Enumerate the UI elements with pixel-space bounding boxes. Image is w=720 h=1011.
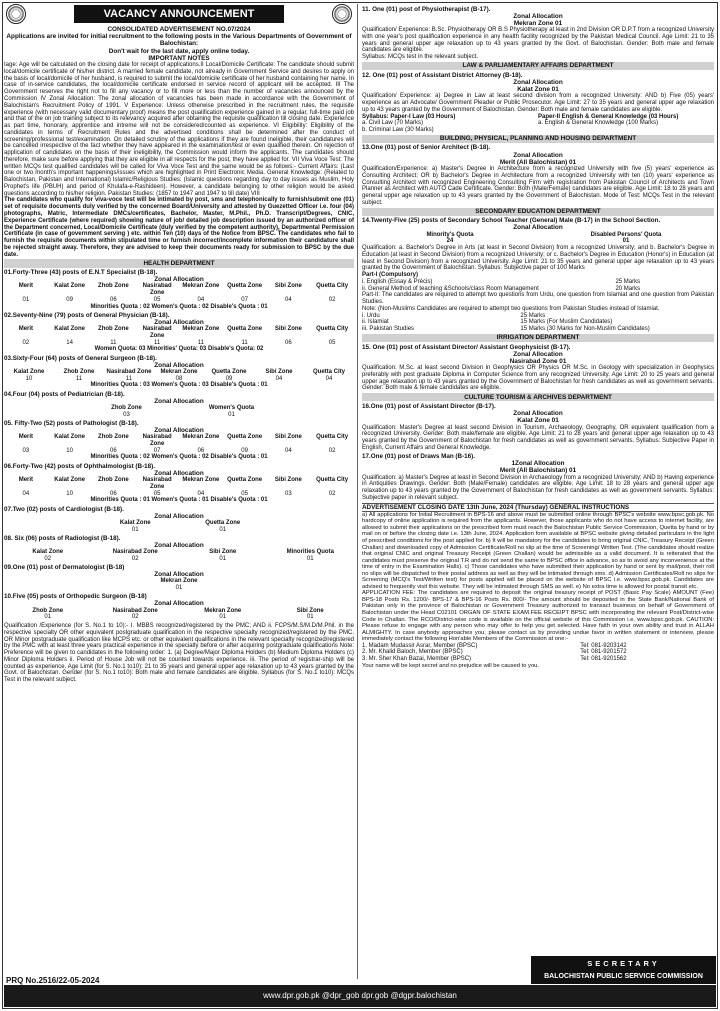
post-title: 16.One (01) post of Assistant Director (B-17). bbox=[362, 402, 496, 410]
post-block bbox=[4, 564, 354, 592]
zonal-allocation-label: Zonal Allocation bbox=[154, 512, 204, 520]
zone-header-cell: Zhob Zone bbox=[98, 326, 129, 333]
zone-value-cell: 04 bbox=[197, 296, 205, 303]
zone-value-cell: 01 bbox=[219, 614, 227, 621]
post-title: 14.Twenty-Five (25) posts of Secondary School Teacher (General) Male (B-17) in the School Section. bbox=[362, 217, 661, 225]
zone-value-cell: 04 bbox=[285, 447, 292, 454]
zone-header-cell: Nasirabad Zone bbox=[106, 368, 152, 375]
zone-value-cell: 10 bbox=[66, 490, 73, 497]
general-instructions: a) All applications for Initial Recruitment in BPS-16 and above must be submitted online through BPSC's website www.bpsc.gob.pk. No hardcopy of online application is required from the applicants. However, those applicants who do not have access to internet facility, are allowed to submit their applications on the prescribed form must reach the Balochistan Public Service Commission, Quetta by hand or by mail on or before the closing date i.e. 13th June, 2024. Application form available at BPSC website giving detailed particulars in the light of prescribed conditions for the post applied for. b) It will be mandatory for the candidates to bring original CNIC, Treasury Receipt (Green Challan) and downloaded copy of Admission Certificate/Roll no slip at the time of Screening/ Written Test. (The candidates should realize that original CNIC and original Treasury Receipt (Green Challan) would be admissible as a valid document. It is reiterated that the candidates must preserve the original T.R and do not send the same to BPSC office in advance, so as to avoid any inconvenience at the time of entry in the Examination Halls). c) Those candidates who have submitted their application by hand or sent by mail/post, their roll no slips will be dispatched to their postal address as well as they will be intimated through sms. d) Admission Certificates/Roll no slips for Screening (MCQ's Test/Written test) for posts applied will be placed on the website of BPSC i.e. www.bpsc.gob.pk. Candidates are advised to frequently visit this website. They will be intimated through SMS as well. e) No extra time is allowed for postal transit etc. bbox=[362, 511, 714, 590]
marks-cell: 25 Marks bbox=[615, 278, 641, 285]
qualification-text: Qualification: Master's Degree at least second Division in Tourism, Archaeology, Geography, OR equivalent qualification from a recognized University. Gender: Both male/female are eligible. Age Limit: 21 to 28 years and general upper age relaxation up to 43 years granted by the Government of Balochistan for fresh candidates as well as government servants. Syllabus: Subjective Paper in English, Current Affairs and General Knowledge. bbox=[362, 424, 714, 451]
zone-header-cell: Quetta Zone bbox=[227, 477, 263, 484]
zone-value-cell: 11 bbox=[125, 375, 133, 382]
zone-value-cell: 14 bbox=[66, 339, 73, 346]
zone-header-cell: Kalat Zone bbox=[54, 434, 85, 441]
zonal-allocation-label: Zonal Allocation bbox=[154, 361, 204, 369]
health-department-heading: HEALTH DEPARTMENT bbox=[4, 259, 354, 267]
zone-value-cell: 08 bbox=[175, 375, 183, 382]
zone-value-cell: 01 bbox=[219, 555, 227, 562]
zone-value-cell: 03 bbox=[22, 447, 30, 454]
zone-allocation: Kalat Zone 01 bbox=[517, 85, 559, 93]
zone-value-cell: 11 bbox=[154, 339, 161, 346]
zone-header-cell: Kalat Zone bbox=[13, 368, 45, 375]
zone-value-cell: 02 bbox=[328, 447, 336, 454]
post-title: 01.Forty-Three (43) posts of E.N.T Specialist (B-18). bbox=[4, 269, 158, 277]
closing-date-heading: ADVERTISEMENT CLOSING DATE 13th June, 2024 (Thursday) GENERAL INSTRUCTIONS bbox=[362, 503, 714, 512]
zone-header-cell: Zhob Zone bbox=[98, 477, 129, 484]
footer-links[interactable]: www.dpr.gob.pk @dpr_gob dpr.gob @dgpr.balochistan bbox=[263, 991, 457, 1000]
zone-header-cell: Mekran Zone bbox=[182, 283, 220, 290]
members-table bbox=[362, 643, 714, 663]
zone-header-cell: Mekran Zone bbox=[182, 477, 220, 484]
post-title: 11. One (01) post of Physiotherapist (B-17). bbox=[362, 5, 491, 13]
post-block bbox=[4, 506, 354, 534]
zone-value-cell: 11 bbox=[241, 339, 248, 346]
zone-value-cell: 10 bbox=[66, 447, 73, 454]
zone-header-cell: Sibi Zone bbox=[209, 549, 237, 556]
zonal-allocation-table bbox=[4, 549, 354, 562]
zone-value-cell: 01 bbox=[219, 526, 227, 533]
post-title: 13.One (01) post of Senior Architect (B-18). bbox=[362, 144, 491, 152]
post-title: 12. One (01) post of Assistant District Attorney (B-18). bbox=[362, 71, 523, 79]
zonal-allocation-table bbox=[4, 283, 354, 303]
zone-header-cell: Quetta City bbox=[316, 326, 349, 333]
confidentiality-note: Your name will be kept secret and no prejudice will be caused to you. bbox=[362, 662, 540, 669]
zone-allocation: Merit (All Balochistan) 01 bbox=[499, 467, 577, 475]
government-emblem-icon bbox=[6, 4, 26, 24]
zone-header-cell: Quetta City bbox=[316, 434, 349, 441]
post-title: 02.Seventy-Nine (79) posts of General Physician (B-18). bbox=[4, 311, 170, 319]
zonal-allocation-label: 1Zonal Allocation bbox=[511, 460, 565, 468]
left-column bbox=[4, 0, 354, 985]
zone-value-cell: 11 bbox=[197, 339, 204, 346]
post-title: 04.Four (04) posts of Pediatrician (B-18). bbox=[4, 390, 125, 398]
zone-value-cell: 02 bbox=[44, 555, 52, 562]
zone-value-cell: 07 bbox=[153, 447, 161, 454]
syllabus-table bbox=[362, 114, 714, 134]
note-text: Note: (Non-Muslims Candidates are required to attempt two questions from Pakistan Studies instead of Islamiat. bbox=[362, 305, 660, 312]
health-qualification: Qualification /Experience (for S. No.1 to 10):- I. MBBS recognized/registered by the PMC; AND ii. FCPS/M.S/M.D/M.Phil. in the respective specialty OR other equivalent postgraduate qualification in the respective specialty recognized/registered by the PMC. OR Minor postgraduate qualification like MCPS etc. or other equivalent qualifications in the relevant specialty recognized/registered by the PMC with at least three years practical experience in the specialty before or after acquiring postgraduate qualifications Note: Preference will be given to candidates in the following order: 1. (a) Degree/Major Diploma Holders (b) Medium Diploma Holders (c) Minor Diploma Holders ii. Period of House Job will not be counted towards experience. iii. The period of registrar-ship will be counted as experience. Age Limit (for S. No.1 to10): 21 to 35 years and general upper age relaxation up to 43 years granted by the Govt. of Balochistan. Gender (for S. No.1 to10): Both male and female candidates are eligible. Syllabus (for S. No.1 to10): MCQs Test in the relevant subject. bbox=[4, 623, 354, 684]
marks-cell: 25 Marks bbox=[520, 312, 546, 319]
part-one-heading: Part-I (Compulsory) bbox=[362, 272, 419, 279]
zonal-allocation-table bbox=[4, 369, 354, 382]
zone-value-cell: 05 bbox=[153, 296, 161, 303]
syllabus-text: Syllabus: MCQs test in the relevant subject. bbox=[362, 54, 479, 61]
zone-value-cell: 02 bbox=[22, 339, 30, 346]
syllabus-cell: Syllabus: Paper-I Law (03 Hours) bbox=[362, 113, 456, 120]
zone-value-cell: 01 bbox=[44, 614, 52, 621]
culture-department-heading: CULTURE TOURISM & ARCHIVES DEPARTMENT bbox=[362, 393, 714, 401]
zone-header-cell: Kalat Zone bbox=[54, 283, 85, 290]
zonal-allocation-label: Zonal Allocation bbox=[513, 78, 563, 86]
zone-value-cell: 06 bbox=[285, 339, 292, 346]
zonal-allocation-label: Zonal Allocation bbox=[154, 469, 204, 477]
zone-header-cell: Merit bbox=[18, 434, 34, 441]
quota-cell: 24 bbox=[446, 238, 454, 245]
post-block bbox=[4, 391, 354, 419]
syllabus-cell: Paper-II English & General Knowledge (03 Hours) bbox=[538, 113, 679, 120]
post-title: 09.One (01) post of Dermatologist (B-18) bbox=[4, 564, 125, 572]
law-department-heading: LAW & PARLIAMENTARY AFFAIRS DEPARTMENT bbox=[362, 62, 714, 70]
post-block bbox=[4, 593, 354, 621]
zonal-allocation-table bbox=[127, 578, 232, 591]
post-title: 05. Fifty-Two (52) posts of Pathologist (B-18). bbox=[4, 419, 139, 427]
application-fee: APPLICATION FEE: The candidates are required to deposit the original treasury receipt of POST (Basic Pay Scale) AMOUNT (Fee) BPS-18 Posts Rs. 1200/- BPS-17 & BPS-16 Posts Rs. 800/- The amount should be deposited in the State Bank/National Bank of Pakistan only in the province of Balochistan or Government Treasury authorized to transact business on behalf of Government of Balochistan under the Head C02101 ORGAN OF STATE EXAM.FEE RECEIPT BPSC with incorporating the relevant Post/District-wise Code in Challan. The RCO/District-wise code is available on the official website of this Commission i.e. www.bpsc.gob.pk. CAUTION: Please refuse to engage with any person who may offer to help you get selected. Have faith in your own ability and trust in ALLAH ALMIGHTY. In case anybody approaches you, please contact us by providing undue favor in written statement or interview, please immediately contact the following Hon'able Members of the Commission at one:- bbox=[362, 590, 714, 643]
zone-header-cell: Nasirabad Zone bbox=[142, 283, 172, 297]
prq-number: PRQ No.2516/22-05-2024 bbox=[6, 976, 100, 985]
zonal-allocation-table bbox=[4, 477, 354, 497]
secretary-block bbox=[531, 956, 716, 984]
zone-header-cell: Women's Quota bbox=[208, 405, 255, 412]
qualification-text: Qualification: a) Master's Degree at least in Second Division in Archaeology from a recognized University; AND b) Having experience in Antiquities Drawings. Gender: Both (Male/Female) candidates are eligible. Age Limit: 18 to 28 years and general upper age relaxation up to 43 years granted by the Government of Balochistan for fresh candidates as well as government servants. Syllabus: Subjective paper in relevant subject. bbox=[362, 474, 714, 501]
post-block bbox=[4, 312, 354, 353]
zone-value-cell: 05 bbox=[241, 490, 248, 497]
zonal-allocation-label: Zonal Allocation bbox=[154, 276, 204, 284]
quota-line: Minorities Quota : 03 Women's Quota : 03 Disable's Quota : 01 bbox=[90, 382, 268, 389]
quota-line: Women Quota: 03 Minorities' Quota: 03 Disable's Quota: 02 bbox=[94, 346, 264, 353]
zone-header-cell: Quetta Zone bbox=[227, 434, 263, 441]
zone-header-cell: Nasirabad Zone bbox=[142, 326, 172, 339]
quota-cell: Minority's Quota bbox=[426, 231, 474, 238]
zone-value-cell: 01 bbox=[131, 526, 139, 533]
zone-header-cell: Nasirabad Zone bbox=[142, 434, 172, 448]
zone-value-cell: 11 bbox=[110, 339, 117, 346]
zone-allocation: Merit (All Balochistan) 01 bbox=[499, 158, 577, 166]
zone-header-cell: Merit bbox=[18, 283, 34, 290]
member-phone: Tel: 081-9201572 bbox=[580, 649, 627, 656]
zone-value-cell: 06 bbox=[110, 296, 117, 303]
post-title: 10.Five (05) posts of Orthopedic Surgeon (B-18) bbox=[4, 593, 147, 601]
zone-header-cell: Zhob Zone bbox=[98, 283, 129, 290]
zone-value-cell: 06 bbox=[197, 447, 205, 454]
zone-header-cell: Zhob Zone bbox=[98, 434, 129, 441]
part-two-text: Part-II: The candidates are required to attempt two questions from Urdu, one question from Islamiat and one question from Pakistan Studies. bbox=[362, 292, 714, 306]
zone-value-cell: 01 bbox=[22, 296, 30, 303]
qualification-text: Qualification/ Experience: B.Sc. Physiotherapy OR B.S Physiotherapy at least in 2nd Division OR D.P.T from a recognized University with one year's post qualification experience in any health facility recognized by the Pakistan Medical Council. Age Limit: 21 to 35 years and general upper age relaxation up to 43 years granted by the Govt. of Balochistan. Gender: Both male and female candidates are eligible. bbox=[362, 27, 714, 54]
zone-header-cell: Quetta City bbox=[312, 368, 345, 375]
post-block bbox=[4, 269, 354, 310]
post-title: 07.Two (02) posts of Cardiologist (B-18). bbox=[4, 505, 124, 513]
post-title: 06.Forty-Two (42) posts of Ophthalmologist (B-18). bbox=[4, 462, 156, 470]
post-title: 17.One (01) post of Draws Man (B-16). bbox=[362, 453, 476, 461]
zone-header-cell: Kalat Zone bbox=[119, 519, 151, 526]
qualification-text: Qualification/Experience: a) Master's Degree in Architecture from a recognized University with five (5) years' experience as Consulting Architect; OR b) Bachelor's Degree in Architecture from a recognized University with ten (10) years' experience as Consulting Architect with recognized Engineering Consulting Firm with registration from Pakistan Council of Architects and Town Planner as Architect with AUTO Cade Certificate. Gender: Both (Male/Female) candidates are eligible. Age Limit: 18 to 28 years and general upper age relaxation up to 43 years granted by the Government of Balochistan. Mode of Test: MCQs Test in the relevant subject. bbox=[362, 165, 714, 206]
zone-value-cell: 04 bbox=[197, 490, 205, 497]
quota-line: Minorities Quota : 02 Women's Quota : 02 Disable's Quota : 01 bbox=[90, 454, 268, 461]
building-department-heading: BUILDING, PHYSICAL, PLANNING AND HOUSING DEPARTMENT bbox=[362, 135, 714, 143]
zonal-allocation-label: Zonal Allocation bbox=[513, 12, 563, 20]
zone-header-cell: Quetta Zone bbox=[211, 368, 247, 375]
zone-value-cell: 05 bbox=[153, 490, 161, 497]
member-phone: Tel: 081-9201562 bbox=[580, 656, 627, 663]
zone-header-cell: Mekran Zone bbox=[204, 607, 242, 614]
post-title: 08. Six (06) posts of Radiologist (B-18). bbox=[4, 534, 121, 542]
zonal-allocation-label: Zonal Allocation bbox=[513, 224, 563, 232]
zone-value-cell: 04 bbox=[325, 375, 333, 382]
zonal-allocation-label: Zonal Allocation bbox=[513, 151, 563, 159]
subject-cell: ii. General Method of teaching &Schools/class Room Management bbox=[362, 285, 539, 292]
bpsc-logo-icon bbox=[332, 4, 352, 24]
post-block bbox=[4, 463, 354, 504]
zone-header-cell: Sibi Zone bbox=[265, 368, 293, 375]
syllabus-cell: a. English & General Knowledge (100 Marks) bbox=[538, 120, 659, 127]
zone-header-cell: Nasirabad Zone bbox=[142, 477, 172, 490]
zone-header-cell: Quetta City bbox=[316, 283, 349, 290]
zonal-allocation-label: Zonal Allocation bbox=[513, 350, 563, 358]
marks-table bbox=[362, 279, 714, 292]
zone-header-cell: Nasirabad Zone bbox=[112, 549, 158, 556]
dont-wait-note: Don't wait for the last date, apply online today. bbox=[108, 47, 250, 55]
post-title: 15. One (01) post of Assistant Director/ Assistant Geophysicist (B-17). bbox=[362, 343, 571, 351]
zone-header-cell: Sibi Zone bbox=[274, 434, 302, 441]
zone-allocation: Nasirabad Zone 01 bbox=[509, 357, 567, 365]
column-divider bbox=[357, 4, 358, 979]
zone-header-cell: Zhob Zone bbox=[32, 607, 64, 614]
zonal-allocation-label: Zonal Allocation bbox=[154, 318, 204, 326]
post-block bbox=[4, 420, 354, 461]
zonal-allocation-label: Zonal Allocation bbox=[154, 571, 204, 579]
zone-value-cell: 06 bbox=[110, 447, 117, 454]
documents-notice: The candidates who qualify for viva-voce test will be intimated by post, sms and telephonically to furnish/submit one (01) set of requisite documents duly verified by the concerned Board/University and attested by Guezetted Officer i.e. four (04) photographs, Matric, Intermediate DMCs/certificates, Bachelor, Master, M.Phil., Ph.D. Transcript/Degrees, CNIC, Experience Certificate (where required) showing nature of job/ detailed job description issued by an authorized officer of the Department concerned, Local/Domicile Certificate (duly verified by the competent authority), Departmental Permission Certificate (in case of government serving ) etc. within Ten (10) days of the Notice from BPSC. The candidates who fail to furnish the requisite documents within stipulated time or furnish incorrect/incomplete information their candidature shall be rejected straight away. Therefore, they are advised to keep their documents ready for submission to BPSC by the due date. bbox=[4, 197, 354, 258]
page-title: VACANCY ANNOUNCEMENT bbox=[74, 5, 284, 23]
zone-header-cell: Quetta Zone bbox=[227, 326, 263, 333]
zone-header-cell: Mekran Zone bbox=[160, 578, 198, 585]
zone-value-cell: 06 bbox=[110, 490, 117, 497]
zone-value-cell: 07 bbox=[241, 296, 248, 303]
quota-cell: 01 bbox=[622, 238, 630, 245]
zonal-allocation-table bbox=[4, 326, 354, 346]
zone-value-cell: 09 bbox=[241, 447, 248, 454]
zone-header-cell: Zhob Zone bbox=[63, 368, 95, 375]
zone-value-cell: 04 bbox=[22, 490, 30, 497]
zone-value-cell: 04 bbox=[285, 296, 292, 303]
important-notes-heading: IMPORTANT NOTES bbox=[148, 54, 210, 62]
zone-header-cell: Sibi Zone bbox=[274, 477, 302, 484]
marks-cell: 15 Marks (For Muslim Candidates) bbox=[520, 319, 613, 326]
quota-line: Minorities Quota : 01 Women's Quota : 01 Disable's Quota : 01 bbox=[90, 497, 268, 504]
zonal-allocation-table bbox=[74, 405, 284, 418]
member-phone: Tel: 081-9203142 bbox=[580, 642, 627, 649]
zonal-allocation-label: Zonal Allocation bbox=[154, 541, 204, 549]
zone-header-cell: Mekran Zone bbox=[182, 434, 220, 441]
applications-invited: Applications are invited for initial recruitment to the following posts in the Various Departments of Government of Balochistan: bbox=[6, 33, 352, 48]
subject-cell: iii. Pakistan Studies bbox=[362, 326, 415, 333]
irrigation-department-heading: IRRIGATION DEPARTMENT bbox=[362, 334, 714, 342]
qualification-text: Qualification: a. Bachelor's Degree in Arts (at least in Second Division) from a recognized University; and b. Bachelor's Degree in Education (at least in Second Division) from a recognized University; or c. Bachelor's Degree in Education (Honor's) in Education (at least in Second Division) from a recognized University. Age Limit: 21 to 35 years and general upper age relaxation up to 43 years granted by the Government of Balochistan. Syllabus: Subjective paper of 100 Marks bbox=[362, 245, 714, 272]
syllabus-cell: a. Civil Law (70 Marks) bbox=[362, 120, 424, 127]
zone-header-cell: Zhob Zone bbox=[111, 405, 142, 412]
zone-header-cell: Merit bbox=[18, 326, 34, 333]
zone-value-cell: 04 bbox=[275, 375, 283, 382]
zone-header-cell: Sibi Zone bbox=[296, 607, 324, 614]
zone-value-cell: 02 bbox=[131, 555, 139, 562]
zone-header-cell: Merit bbox=[18, 477, 34, 484]
zonal-allocation-label: Zonal Allocation bbox=[154, 600, 204, 608]
zone-value-cell: 01 bbox=[306, 614, 314, 621]
member-name: 1. Madam Mudassir Asrar, Member (BPSC) bbox=[362, 642, 478, 649]
subject-cell: i. English (Essay & Précis) bbox=[362, 278, 433, 285]
zone-header-cell: Minorities Quota bbox=[286, 549, 334, 556]
zone-value-cell: 01 bbox=[306, 555, 314, 562]
marks-cell: 15 Marks (30 Marks for Non-Muslim Candidates) bbox=[520, 326, 650, 333]
post-block bbox=[4, 535, 354, 563]
zone-value-cell: 03 bbox=[123, 411, 130, 418]
zone-allocation: Kalat Zone 01 bbox=[517, 417, 559, 425]
zonal-allocation-table bbox=[92, 520, 267, 533]
zone-header-cell: Kalat Zone bbox=[32, 549, 64, 556]
zone-header-cell: Mekran Zone bbox=[160, 368, 198, 375]
marks-table bbox=[362, 313, 714, 333]
zone-value-cell: 09 bbox=[225, 375, 233, 382]
zonal-allocation-label: Zonal Allocation bbox=[154, 427, 204, 435]
subject-cell: i. Urdu bbox=[362, 312, 380, 319]
consolidated-ad-number: CONSOLIDATED ADVERTISEMENT NO.07/2024 bbox=[107, 26, 251, 33]
zonal-allocation-label: Zonal Allocation bbox=[513, 410, 563, 418]
zone-header-cell: Quetta Zone bbox=[227, 283, 263, 290]
zone-header-cell: Kalat Zone bbox=[54, 477, 85, 484]
zone-value-cell: 02 bbox=[131, 614, 139, 621]
member-name: 3. Mr. Sher Khan Bazai, Member (BPSC) bbox=[362, 656, 472, 663]
quota-table bbox=[362, 232, 714, 245]
post-title: 03.Sixty-Four (64) posts of General Surgeon (B-18). bbox=[4, 354, 157, 362]
zone-header-cell: Quetta City bbox=[316, 477, 349, 484]
zone-value-cell: 11 bbox=[75, 375, 83, 382]
footer-social-bar bbox=[4, 959, 716, 1007]
subject-cell: ii. Islamiat bbox=[362, 319, 389, 326]
important-notes-body: Iage: Age will be calculated on the closing date for receipt of applications.II Local/Domicile Certificate: The candidate should submit local/domicile certificate of his/her district. A married female candidate, not already in Government Service and desires to apply on the basis of local/domicile of her husband, is required to submit the local/domicile certificate of her husband containing her name. In case of in-service candidates, the local/domicile certificate endorsed in service record of applicant will be accepted. III The Government reserves the right not to fill any vacancy or to fill more or less than the number of vacancies announced by the Commission IV Zonal Allocation: The zonal allocation of vacancies has been made in accordance with the Government of Balochistan's Recruitment Policy of 1991. V Experience: Unless otherwise prescribed in the recruitment rules, the requisite experience (with necessary valid documentary proof) means the post qualification experience gained in a regular, full-time paid job and that of the on job training subject to its relevancy acquired after obtaining the requisite qualification till closing date. Experience as part time, honorary, apprentice and intreme will not be considered/counted as experience. VI Eligibility: Eligibility of the candidates in terms of Recruitment Rules and the advertised conditions shall be determined after the conduct of screening/professional test/examination. On detailed scrutiny of the applications if they are found ineligible, their candidatures will be cancelled irrespective of the fact whether they have appeared in the examination/test or even qualified therein. On rejection of application of candidates on the basis of their ineligibility, the Commission would inform the applicants. The candidates should therefore, make sure before applying that they are eligible in all respects for the post, they have applied for. VII Viva Voce Test: The written MCQs test qualified candidates will be called for Viva Voce Test and the same would be as follows:- Current Affairs: (Last one or two month's important happenings/issues which are highlighted in Print Electronic Media. General Knowledge: (Related to Balochistan, Pakistan and International) Islamic/Religious Studies: (Islamic questions regarding day to day issues as Muslim, Holy Prophet's life (PBUH) and period of Khulafa-e-Rashideen). However, a candidate belonging to other religion would be asked questions according to his/her religion. Pakistan Studies: (1857 to 1947 and 1947 to till date) VIII bbox=[4, 62, 354, 197]
qualification-text: Qualification: M.Sc. at least second Division in Geophysics OR Physics OR M.Sc. in Geology with specialization in Geophysics preferably with post graduate Diploma in Computer Science from any recognized University. Age Limit: 20 to 25 years and general upper age relaxation up to 43 years granted by the Government of Balochistan for fresh candidates as well as government servants. Gender: Both male & female candidates are eligible. bbox=[362, 365, 714, 392]
zone-header-cell: Kalat Zone bbox=[54, 326, 85, 333]
zonal-allocation-label: Zonal Allocation bbox=[154, 397, 204, 405]
zonal-allocation-table bbox=[4, 608, 354, 621]
zone-header-cell: Sibi Zone bbox=[274, 283, 302, 290]
zone-value-cell: 01 bbox=[175, 585, 183, 592]
secondary-education-heading: SECONDARY EDUCATION DEPARTMENT bbox=[362, 208, 714, 216]
zone-value-cell: 01 bbox=[228, 411, 235, 418]
zone-value-cell: 02 bbox=[328, 490, 336, 497]
zone-value-cell: 09 bbox=[66, 296, 73, 303]
right-column bbox=[362, 0, 714, 985]
zone-allocation: Mekran Zone 01 bbox=[513, 19, 563, 27]
marks-cell: 20 Marks bbox=[615, 285, 641, 292]
quota-line: Minorities Quota : 02 Women's Quota : 02 Disable's Quota : 01 bbox=[90, 303, 268, 310]
zone-value-cell: 10 bbox=[25, 375, 33, 382]
commission-name: BALOCHISTAN PUBLIC SERVICE COMMISSION bbox=[544, 973, 703, 980]
zone-header-cell: Quetta Zone bbox=[205, 519, 241, 526]
zone-header-cell: Mekran Zone bbox=[182, 326, 220, 333]
masthead bbox=[4, 4, 354, 24]
syllabus-cell: b. Criminal Law (30 Marks) bbox=[362, 126, 434, 133]
zone-header-cell: Sibi Zone bbox=[274, 326, 302, 333]
zone-header-cell: Nasirabad Zone bbox=[112, 607, 158, 614]
zonal-allocation-table bbox=[4, 434, 354, 454]
qualification-text: Qualification/ Experience: a) Degree in Law at least second division from a recognized University: AND b) Five (05) years' experience as an Advocate/ Government Pleader or Public Prosecutor. Age Limit: 27 to 35 years and general upper age relaxation up to 43 years granted by the Government of Balochistan. Gender: Both male and female candidates are eligible. bbox=[362, 93, 714, 113]
zone-value-cell: 05 bbox=[328, 339, 336, 346]
secretary-title: SECRETARY bbox=[587, 959, 660, 968]
post-block bbox=[4, 355, 354, 390]
zone-value-cell: 03 bbox=[285, 490, 292, 497]
quota-cell: Disabled Persons' Quota bbox=[590, 231, 662, 238]
zone-value-cell: 02 bbox=[328, 296, 336, 303]
member-name: 2. Mr. Khalid Baloch, Member (BPSC) bbox=[362, 649, 463, 656]
